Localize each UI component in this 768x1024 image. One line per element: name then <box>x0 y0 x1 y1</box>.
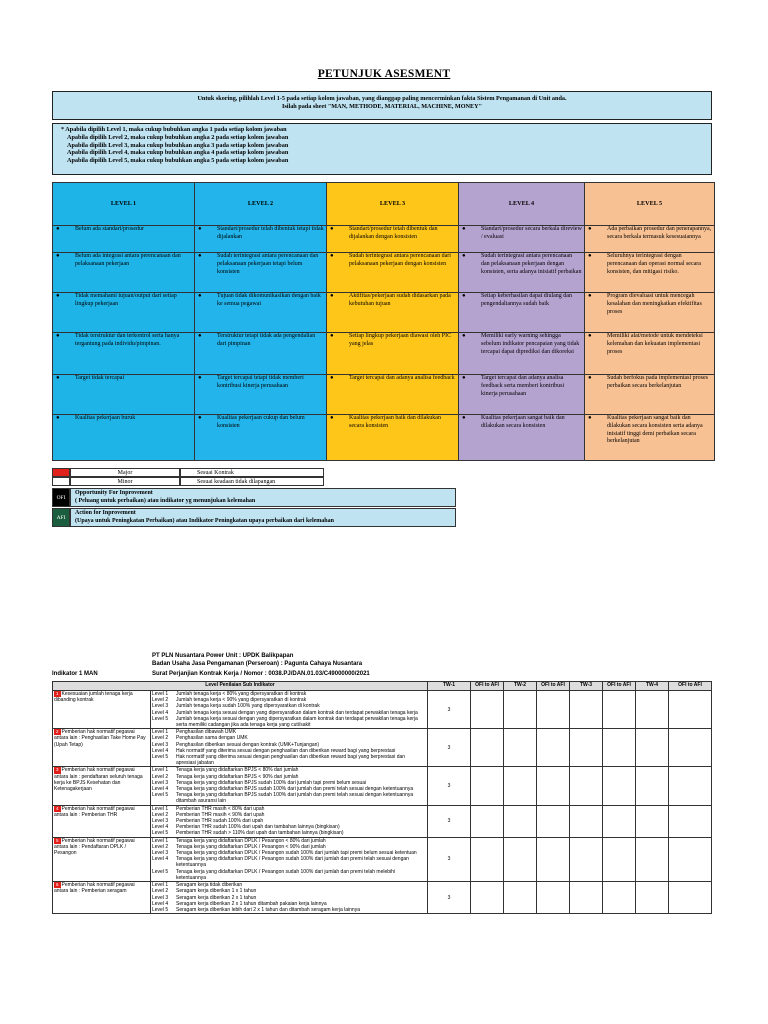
level-cell <box>195 253 327 293</box>
level-cell-text: Standart/prosedur telah dibentuk tetapi tidak dijalankan <box>217 226 324 240</box>
criteria-level: Level 3 <box>152 894 169 901</box>
level-cell <box>459 293 585 333</box>
afi-code: AFI <box>52 508 70 527</box>
criteria-cell <box>151 767 428 805</box>
bullet-icon: ● <box>56 375 60 381</box>
bullet-icon: ● <box>462 253 466 259</box>
table-row <box>53 691 712 729</box>
criteria-text: Jumlah tenaga kerja sesuai dengan yang dipersyaratkan dalam kontrak dan terdapat perwakilan tenaga kerja <box>176 709 418 716</box>
score-cell[interactable] <box>504 729 537 767</box>
bullet-icon: ● <box>462 226 466 232</box>
assessment-table <box>52 681 712 914</box>
bullet-icon: ● <box>198 293 202 299</box>
criteria-text: Tenaga kerja yang didaftarkan DPLK / Pesangon sudah 100% dari jumlah tapi premi belum sesuai ketentuan <box>176 850 417 857</box>
level-cell-text: Sudah berfokus pada implementasi proses perbaikan secara berkelanjutan <box>607 375 708 389</box>
score-cell[interactable] <box>504 767 537 805</box>
level-cell <box>459 226 585 253</box>
note-line: Apabila dipilih Level 5, maka cukup bubuhkan angka 5 pada setiap kolom jawaban <box>67 157 289 165</box>
criteria-text: Hak normatif yang diterima sesuai dengan penghasilan dan diberikan reward bagi yang berprestasi <box>176 747 396 754</box>
criteria-text: Seragam kerja diberikan 1 x 1 tahun <box>176 888 257 895</box>
criteria-cell <box>151 805 428 837</box>
level-cell <box>53 375 195 415</box>
levels-header-row <box>53 183 715 226</box>
criteria-level: Level 4 <box>152 786 169 793</box>
criteria-line <box>152 754 426 766</box>
minor-swatch <box>52 477 70 486</box>
criteria-text: Tenaga kerja yang didaftarkan DPLK / Pesangon sudah 100% dari jumlah dan premi telah melebihi ketentuannya <box>176 868 396 881</box>
ofi-code: OFI <box>52 488 70 507</box>
criteria-level: Level 3 <box>152 850 169 857</box>
criteria-level: Level 1 <box>152 837 169 844</box>
bullet-icon: ● <box>198 375 202 381</box>
criteria-level: Level 5 <box>152 868 169 875</box>
criteria-level: Level 5 <box>152 792 169 799</box>
bullet-icon: ● <box>198 226 202 232</box>
level-cell-text: Kualitas pekerjaan baik dan dilakukan secara konsisten <box>349 415 441 429</box>
note-line: Apabila dipilih Level 4, maka cukup bubuhkan angka 4 pada setiap kolom jawaban <box>67 149 289 157</box>
notes-box <box>52 123 712 175</box>
column-header: TW-1 <box>428 682 471 691</box>
criteria-text: Tenaga kerja yang didaftarkan BPJS sudah 100% dari jumlah tapi premi belum sesuai <box>176 779 367 786</box>
bullet-icon: ● <box>462 375 466 381</box>
ofi-text <box>70 488 456 507</box>
level-cell-text: Program dievaluasi untuk mencegah kesalahan dan meningkatkan efektifitas proses <box>607 293 702 315</box>
level-cell-text: Kualitas pekerjaan sangat baik dan dilakukan secara konsisten <box>481 415 565 429</box>
tw1-score-cell[interactable]: 3 <box>428 729 471 767</box>
level-cell-text: Aktifitas/pekerjaan sudah didasarkan pada kebutuhan tujuan <box>349 293 451 307</box>
afi-title: Action for Inprovement <box>75 510 136 516</box>
criteria-text: Tenaga kerja yang didaftarkan BPJS < 80% dari jumlah <box>176 767 299 774</box>
criteria-level: Level 4 <box>152 856 169 863</box>
criteria-line <box>152 792 426 804</box>
criteria-cell <box>151 837 428 881</box>
criteria-level: Level 2 <box>152 735 169 742</box>
table-header-row <box>53 682 712 691</box>
criteria-text: Jumlah tenaga kerja sesuai dengan yang dipersyaratkan dalam kontrak dan terdapat perwakilan tenaga kerja serta memiliki cadangan jika ada tenaga kerja yang cuti/sakit <box>176 715 418 729</box>
tw1-score-cell[interactable]: 3 <box>428 837 471 881</box>
score-cell[interactable] <box>603 805 636 837</box>
table-row <box>53 837 712 881</box>
criteria-text: Pemberian THR masih < 90% dari upah <box>176 811 265 818</box>
criteria-level: Level 3 <box>152 703 169 710</box>
criteria-level: Level 5 <box>152 830 169 837</box>
level-cell <box>327 375 459 415</box>
bullet-icon: ● <box>56 226 60 232</box>
table-row <box>53 729 712 767</box>
criteria-text: Pemberian THR sudah > 110% dari upah dan tambahan lainnya (bingkisan) <box>176 830 344 837</box>
score-cell[interactable] <box>537 882 570 914</box>
level-cell-text: Sudah terintegrasi antara perencanaan dan pelaksanaan pekerjaan tetapi belum konsisten <box>217 253 319 275</box>
level-cell <box>195 375 327 415</box>
bullet-icon: ● <box>56 415 60 421</box>
level-cell-text: Memiliki early warning sehingga sebelum indikator pencapaian yang tidak tercapai dapat diprediksi dan dikoreksi <box>481 333 580 355</box>
levels-row <box>53 375 715 415</box>
row-number: 5 <box>56 837 59 843</box>
score-cell[interactable] <box>504 805 537 837</box>
criteria-level: Level 2 <box>152 811 169 818</box>
level-cell-text: Standart/prosedur secara berkala direview / evaluasi <box>481 226 582 240</box>
row-number: 3 <box>56 767 59 773</box>
level-cell <box>459 415 585 461</box>
level-cell <box>195 226 327 253</box>
criteria-text: Seragam kerja diberikan 2 x 1 tahun ditambah pakaian kerja lainnya <box>176 900 327 907</box>
score-cell[interactable] <box>504 837 537 881</box>
criteria-text: Hak normatif yang diterima sesuai dengan penghasilan dan diberikan reward bagi yang berprestasi dan apresiasi jabatan <box>176 754 406 767</box>
bullet-icon: ● <box>588 415 592 421</box>
criteria-text: Jumlah tenaga kerja sudah 100% yang dipersyaratkan di kontrak <box>176 703 320 710</box>
score-cell[interactable] <box>504 691 537 729</box>
score-cell[interactable] <box>537 691 570 729</box>
note-line: Apabila dipilih Level 3, maka cukup bubuhkan angka 3 pada setiap kolom jawaban <box>67 141 289 149</box>
score-cell[interactable] <box>636 882 669 914</box>
criteria-level: Level 1 <box>152 882 169 889</box>
score-cell[interactable] <box>636 805 669 837</box>
bullet-icon: ● <box>198 253 202 259</box>
tw1-score-cell[interactable]: 3 <box>428 767 471 805</box>
score-cell[interactable] <box>570 805 603 837</box>
criteria-text: Penghasilan dibawah UMK <box>176 729 237 736</box>
criteria-cell <box>151 729 428 767</box>
criteria-level: Level 2 <box>152 888 169 895</box>
level-header: LEVEL 3 <box>327 183 459 226</box>
column-header: Level Penilaian Sub Indikator <box>53 682 428 691</box>
criteria-level: Level 3 <box>152 741 169 748</box>
criteria-level: Level 2 <box>152 843 169 850</box>
level-cell <box>585 375 715 415</box>
level-cell <box>53 253 195 293</box>
major-desc: Sesuai Kontrak <box>180 468 324 477</box>
criteria-text: Tenaga kerja yang didaftarkan BPJS < 90% dari jumlah <box>176 773 299 780</box>
score-cell[interactable] <box>537 767 570 805</box>
column-header: TW-2 <box>504 682 537 691</box>
criteria-level: Level 1 <box>152 729 169 736</box>
contract-number: Surat Perjanjian Kontrak Kerja / Nomor : 0038.PJ/DAN.01.03/C49000000/2021 <box>152 671 370 677</box>
level-cell-text: Sudah terintegrasi antara perencanaan dari pelaksanaan pekerjaan dengan konsisten <box>349 253 451 267</box>
intro-line-1: Untuk skoring, pilihlah Level 1-5 pada setiap kolom jawaban, yang dianggap paling mencerminkan fakta Sistem Pengamanan di Unit anda. <box>197 95 567 102</box>
column-header: TW-3 <box>570 682 603 691</box>
table-row <box>53 882 712 914</box>
criteria-level: Level 1 <box>152 805 169 812</box>
bullet-icon: ● <box>330 375 334 381</box>
levels-row <box>53 293 715 333</box>
level-cell <box>327 226 459 253</box>
level-cell-text: Setiap lingkup pekerjaan diawasi oleh PIC yang jelas <box>349 333 452 347</box>
sub-indicator-cell <box>53 767 151 805</box>
level-cell-text: Tidak terstruktur dan terkontrol serta hanya tergantung pada individu/pimpinan. <box>75 333 180 347</box>
score-cell[interactable] <box>636 767 669 805</box>
criteria-level: Level 3 <box>152 779 169 786</box>
tw1-score-cell[interactable]: 3 <box>428 805 471 837</box>
criteria-level: Level 4 <box>152 747 169 754</box>
criteria-text: Jumlah tenaga kerja < 80% yang dipersyaratkan di kontrak <box>176 691 307 697</box>
level-cell <box>195 415 327 461</box>
score-cell[interactable] <box>471 729 504 767</box>
level-cell <box>585 293 715 333</box>
criteria-level: Level 4 <box>152 824 169 831</box>
criteria-line <box>152 856 426 868</box>
level-cell <box>459 333 585 375</box>
score-cell[interactable] <box>471 882 504 914</box>
sub-indicator-cell <box>53 691 151 729</box>
score-cell[interactable] <box>603 729 636 767</box>
indicator-label: Indikator 1 MAN <box>52 671 98 677</box>
intro-line-2: Isilah pada sheet "MAN, METHODE, MATERIAL, MACHINE, MONEY" <box>281 103 483 110</box>
level-header: LEVEL 1 <box>53 183 195 226</box>
criteria-level: Level 5 <box>152 906 169 913</box>
levels-row <box>53 333 715 375</box>
levels-row <box>53 226 715 253</box>
level-cell <box>585 333 715 375</box>
score-cell[interactable] <box>636 837 669 881</box>
row-number: 1 <box>56 691 59 696</box>
level-cell-text: Target tercapai dan adanya analisa feedback <box>349 375 455 381</box>
column-header: OFI to AFI <box>603 682 636 691</box>
criteria-text: Seragam kerja diberikan lebih dari 2 x 1 tahun dan ditambah seragam kerja lainnya <box>176 906 360 913</box>
score-cell[interactable] <box>537 805 570 837</box>
level-cell-text: Belum ada integrasi antara perencanaan dan pelaksanaan pekerjaan <box>75 253 181 267</box>
criteria-text: Seragam kerja diberikan 2 x 1 tahun <box>176 894 257 901</box>
level-header: LEVEL 4 <box>459 183 585 226</box>
score-cell[interactable] <box>471 767 504 805</box>
level-cell <box>459 253 585 293</box>
intro-box <box>52 91 712 120</box>
bullet-icon: ● <box>588 226 592 232</box>
table-row <box>53 805 712 837</box>
level-cell <box>459 375 585 415</box>
sub-indicator-cell <box>53 882 151 914</box>
criteria-text: Pemberian THR masih < 80% dari upah <box>176 805 265 812</box>
criteria-text: Penghasilan sama dengan UMK <box>176 735 248 742</box>
bullet-icon: ● <box>330 333 334 339</box>
bullet-icon: ● <box>330 253 334 259</box>
criteria-level: Level 4 <box>152 709 169 716</box>
bullet-icon: ● <box>56 333 60 339</box>
note-line: Apabila dipilih Level 2, maka cukup bubuhkan angka 2 pada setiap kolom jawaban <box>67 133 289 141</box>
level-cell-text: Terstruktur tetapi tidak ada pengendalian dari pimpinan <box>217 333 316 347</box>
bullet-icon: ● <box>462 415 466 421</box>
minor-desc: Sesuai keadaan tidak dilapangan <box>180 477 324 486</box>
bullet-icon: ● <box>330 226 334 232</box>
level-cell-text: Memiliki alat/metode untuk mendeteksi kelemahan dan kekuatan implementasi proses <box>607 333 703 355</box>
level-cell-text: Tidak memahami tujuan/output dari setiap lingkup pekerjaan <box>75 293 177 307</box>
score-cell[interactable] <box>570 691 603 729</box>
criteria-level: Level 5 <box>152 715 169 722</box>
score-cell[interactable] <box>603 767 636 805</box>
ofi-title: Opportunity For Inprovement <box>75 490 153 496</box>
bullet-icon: ● <box>56 293 60 299</box>
score-cell[interactable] <box>537 837 570 881</box>
company-name: PT PLN Nusantara Power Unit : UPDK Balikpapan <box>152 653 294 659</box>
criteria-text: Tenaga kerja yang didaftarkan BPJS sudah 100% dari jumlah dan premi telah sesuai dengan ketentuannya <box>176 786 414 793</box>
bullet-icon: ● <box>588 293 592 299</box>
score-cell[interactable] <box>603 837 636 881</box>
level-cell <box>195 293 327 333</box>
column-header: OFI to AFI <box>471 682 504 691</box>
level-cell-text: Target tercapai dan adanya analisa feedback serta memberi kontribusi kinerja perusahaan <box>481 375 565 397</box>
score-cell[interactable] <box>669 691 712 729</box>
criteria-text: Tenaga kerja yang didaftarkan BPJS sudah 100% dari jumlah dan premi telah sesuai dengan ketentuannya ditambah asuransi lain <box>176 792 414 805</box>
sub-indicator-cell <box>53 805 151 837</box>
level-cell <box>585 253 715 293</box>
criteria-text: Tenaga kerja yang didaftarkan DPLK / Pesangon < 80% dari jumlah <box>176 837 326 844</box>
sub-indicator-name: Pemberian hak normatif pegawai antara lain : Pemberian seragam <box>54 882 135 895</box>
criteria-text: Tenaga kerja yang didaftarkan DPLK / Pesangon < 90% dari jumlah <box>176 843 326 850</box>
sub-indicator-name: Kesesuaian jumlah tenaga kerja dibanding kontrak <box>54 691 133 704</box>
level-cell <box>53 293 195 333</box>
score-cell[interactable] <box>603 882 636 914</box>
criteria-text: Seragam kerja tidak diberikan <box>176 882 243 889</box>
sub-indicator-cell <box>53 729 151 767</box>
bullet-icon: ● <box>462 333 466 339</box>
row-number: 2 <box>56 729 59 735</box>
minor-label: Minor <box>70 477 180 486</box>
criteria-line <box>152 716 426 728</box>
score-cell[interactable] <box>669 729 712 767</box>
score-cell[interactable] <box>471 837 504 881</box>
levels-row <box>53 415 715 461</box>
score-cell[interactable] <box>504 882 537 914</box>
tw1-score-cell[interactable]: 3 <box>428 691 471 729</box>
criteria-line <box>152 830 426 836</box>
score-cell[interactable] <box>669 805 712 837</box>
criteria-text: Tenaga kerja yang didaftarkan DPLK / Pesangon sudah 100% dari jumlah dan premi telah sesuai dengan ketentuannya <box>176 856 409 869</box>
criteria-line <box>152 869 426 881</box>
level-cell <box>327 415 459 461</box>
level-cell <box>195 333 327 375</box>
score-cell[interactable] <box>636 691 669 729</box>
score-cell[interactable] <box>669 837 712 881</box>
criteria-text: Penghasilan diberikan sesuai dengan kontrak (UMK+Tunjangan) <box>176 741 320 748</box>
page-title: PETUNJUK ASESMENT <box>317 68 451 80</box>
level-cell-text: Belum ada standart/prosedur <box>75 226 144 232</box>
score-cell[interactable] <box>570 882 603 914</box>
level-cell-text: Setiap keberhasilan dapat diulang dan pengendaliannya sudah baik <box>481 293 572 307</box>
bullet-icon: ● <box>588 253 592 259</box>
level-cell <box>53 333 195 375</box>
bullet-icon: ● <box>330 293 334 299</box>
level-cell-text: Standart/prosedur tetah dibentuk dan dijalankan dengan konsisten <box>349 226 438 240</box>
levels-table <box>52 182 715 461</box>
tw1-score-cell[interactable]: 3 <box>428 882 471 914</box>
level-cell-text: Target tidak tercapai <box>75 375 125 381</box>
score-cell[interactable] <box>471 691 504 729</box>
level-cell-text: Target tercapai tetapi tidak memberi kontribusi kinerja perusahaan <box>217 375 304 389</box>
major-swatch <box>52 468 70 477</box>
criteria-text: Jumlah tenaga kerja < 90% yang dipersyaratkan di kontrak <box>176 697 307 704</box>
column-header: TW-4 <box>636 682 669 691</box>
level-cell <box>53 226 195 253</box>
bullet-icon: ● <box>462 293 466 299</box>
criteria-cell <box>151 691 428 729</box>
sub-indicator-name: Pemberian hak normatif pegawai antara lain : Pemberian THR <box>54 805 135 818</box>
level-cell <box>585 226 715 253</box>
level-cell <box>53 415 195 461</box>
bullet-icon: ● <box>588 375 592 381</box>
column-header: OFI to AFI <box>669 682 712 691</box>
levels-row <box>53 253 715 293</box>
bullet-icon: ● <box>198 415 202 421</box>
criteria-level: Level 1 <box>152 691 169 697</box>
level-header: LEVEL 5 <box>585 183 715 226</box>
bullet-icon: ● <box>330 415 334 421</box>
level-cell <box>327 293 459 333</box>
vendor-name: Badan Usaha Jasa Pengamanan (Perseroan) : Pagunta Cahaya Nusantara <box>152 661 363 667</box>
criteria-level: Level 3 <box>152 818 169 825</box>
level-cell <box>585 415 715 461</box>
note-line: * Apabila dipilih Level 1, maka cukup bubuhkan angka 1 pada setiap kolom jawaban <box>61 126 287 133</box>
level-cell <box>327 253 459 293</box>
criteria-level: Level 1 <box>152 767 169 774</box>
sub-indicator-cell <box>53 837 151 881</box>
score-cell[interactable] <box>471 805 504 837</box>
criteria-text: Pemberian THR sudah 100% dari upah <box>176 818 264 825</box>
column-header: OFI to AFI <box>537 682 570 691</box>
row-number: 6 <box>56 882 59 888</box>
level-cell <box>327 333 459 375</box>
afi-desc: (Upaya untuk Peningkatan Perbaikan) atau Indikator Peningkatan upaya perbaikan dari kelemahan <box>75 518 334 524</box>
ofi-desc: ( Peluang untuk perbaikan) atau indikator yg menunjukan kelemahan <box>75 498 256 504</box>
level-cell-text: Tujuan tidak dikomunikasikan dengan baik ke semua pegawai <box>217 293 321 307</box>
criteria-cell <box>151 882 428 914</box>
table-row <box>53 767 712 805</box>
score-cell[interactable] <box>570 767 603 805</box>
criteria-line <box>152 907 426 913</box>
level-cell-text: Kualitas pekerjaan sangat baik dan dilakukan secara konsisten serta adanya inisiatif tinggi demi perbaikan secara berkelanjutan <box>607 415 703 445</box>
score-cell[interactable] <box>570 729 603 767</box>
criteria-level: Level 2 <box>152 773 169 780</box>
criteria-level: Level 5 <box>152 754 169 761</box>
level-cell-text: Kualitas pekerjaan cukup dan belum konsisten <box>217 415 305 429</box>
criteria-level: Level 2 <box>152 697 169 704</box>
row-number: 4 <box>56 805 59 811</box>
criteria-level: Level 4 <box>152 900 169 907</box>
score-cell[interactable] <box>603 691 636 729</box>
bullet-icon: ● <box>588 333 592 339</box>
level-cell-text: Seluruhnya terintegrasi dengan perencanaan dan operasi normal secara konsisten, dan mitigasi risiko. <box>607 253 701 275</box>
criteria-text: Pemberian THR sudah 100% dari upah dan tambahan lainnya (bingkisan) <box>176 824 340 831</box>
level-cell-text: Kualitas pekerjaan buruk <box>75 415 136 421</box>
score-cell[interactable] <box>636 729 669 767</box>
level-header: LEVEL 2 <box>195 183 327 226</box>
level-cell-text: Ada perbaikan prosedur dan penerapannya, secara berkala termasuk kesesuaiannya <box>607 226 712 240</box>
score-cell[interactable] <box>669 767 712 805</box>
bullet-icon: ● <box>198 333 202 339</box>
level-cell-text: Sudah terintegrasi antara perencanaan dan pelaksanaan pekerjaan dengan konsisten, serta adanya inisiatif perbaikan <box>481 253 582 275</box>
sub-indicator-name: Pemberian hak normatif pegawai antara lain : Penghasilan Take Home Pay (Upah Tetap) <box>54 729 146 748</box>
afi-text <box>70 508 456 527</box>
sub-indicator-name: Pemberian hak normatif pegawai antara lain : Pendaftaran DPLK / Pesangon <box>54 837 135 857</box>
score-cell[interactable] <box>570 837 603 881</box>
score-cell[interactable] <box>537 729 570 767</box>
bullet-icon: ● <box>56 253 60 259</box>
score-cell[interactable] <box>669 882 712 914</box>
major-label: Major <box>70 468 180 477</box>
sub-indicator-name: Pemberian hak normatif pegawai antara lain : pendaftaran seluruh tenaga kerja ke BPJS Kesehatan dan Ketenagakerjaan <box>54 767 143 793</box>
